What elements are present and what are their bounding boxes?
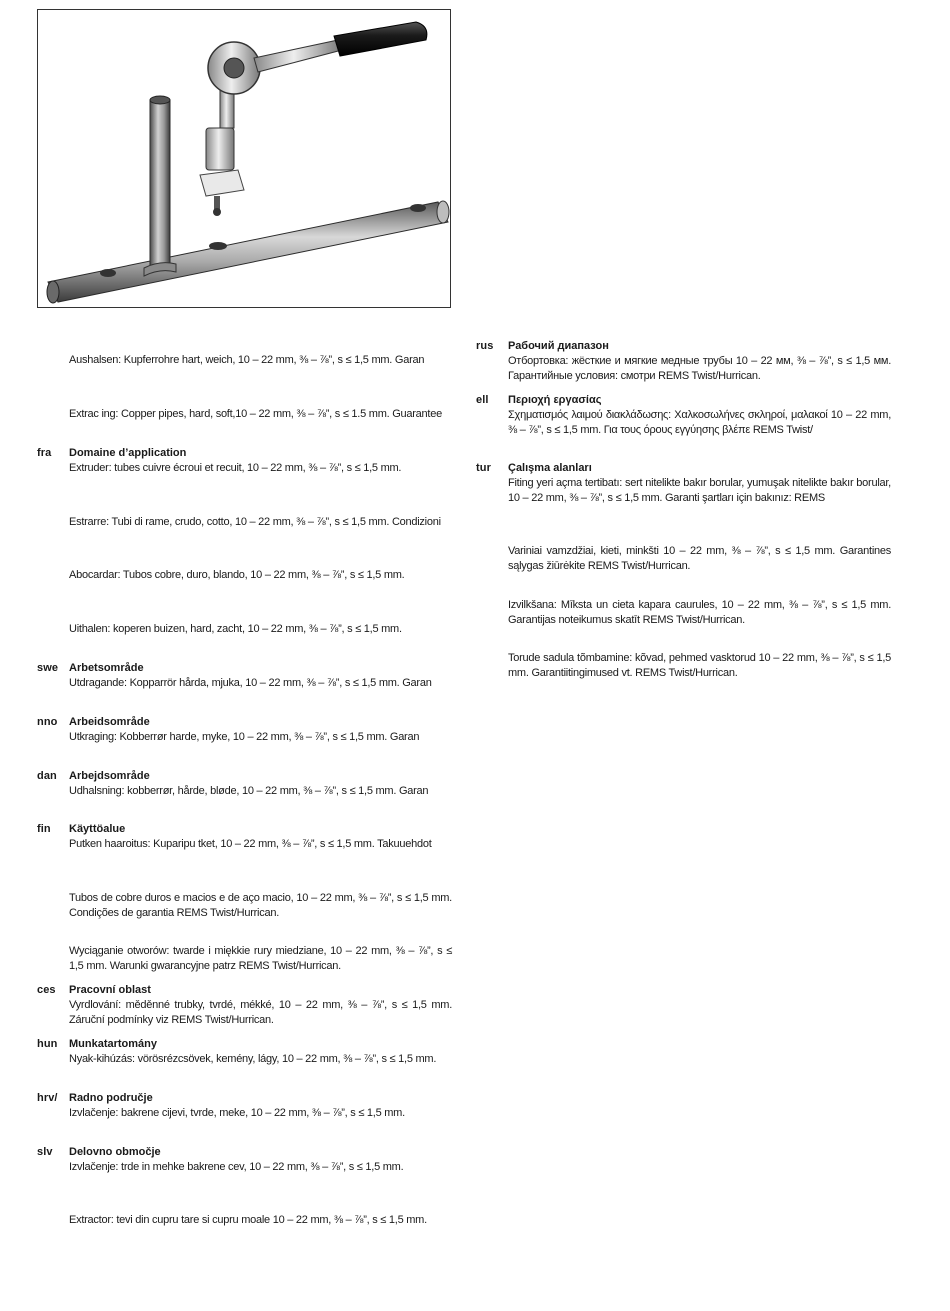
product-photo <box>37 9 451 308</box>
entry-text: Izvlačenje: trde in mehke bakrene cev, 10 – 22 mm, ⅜ – ⅞”, s ≤ 1,5 mm. <box>69 1161 404 1173</box>
language-code: fin <box>37 823 51 835</box>
entry-fin <box>37 822 452 852</box>
entry-text: Utkraging: Kobberrør harde, myke, 10 – 22 mm, ⅜ – ⅞”, s ≤ 1,5 mm. Garan <box>69 731 420 743</box>
entry-text: Vyrdlování: měděnné trubky, tvrdé, mékké, 10 – 22 mm, ⅜ – ⅞”, s ≤ 1,5 mm. Záruční podmínky viz REMS Twist/Hurrican. <box>69 999 452 1026</box>
entry-heading: Arbetsområde <box>69 662 144 674</box>
entry-por <box>37 891 452 921</box>
entry-dan <box>37 769 452 799</box>
entry-fra <box>37 446 452 476</box>
entry-heading: Radno područje <box>69 1092 153 1104</box>
entry-text: Izvilkšana: Mīksta un cieta kapara caurules, 10 – 22 mm, ⅜ – ⅞”, s ≤ 1,5 mm. Garantijas noteikumus skatīt REMS Twist/Hurrican. <box>508 599 891 626</box>
entry-text: Extractor: tevi din cupru tare si cupru moale 10 – 22 mm, ⅜ – ⅞”, s ≤ 1,5 mm. <box>69 1214 427 1226</box>
extractor-tool-icon <box>200 22 427 216</box>
entry-text: Uithalen: koperen buizen, hard, zacht, 10 – 22 mm, ⅜ – ⅞”, s ≤ 1,5 mm. <box>69 623 402 635</box>
entry-deu <box>37 353 452 368</box>
entry-text: Aushalsen: Kupferrohre hart, weich, 10 – 22 mm, ⅜ – ⅞”, s ≤ 1,5 mm. Garan <box>69 354 425 366</box>
entry-text: Extruder: tubes cuivre écroui et recuit, 10 – 22 mm, ⅜ – ⅞”, s ≤ 1,5 mm. <box>69 462 402 474</box>
entry-hrv <box>37 1091 452 1121</box>
entry-text: Nyak-kihúzás: vörösrézcsövek, kemény, lágy, 10 – 22 mm, ⅜ – ⅞”, s ≤ 1,5 mm. <box>69 1053 437 1065</box>
entry-text: Extrac ing: Copper pipes, hard, soft,10 – 22 mm, ⅜ – ⅞”, s ≤ 1.5 mm. Guarantee <box>69 408 442 420</box>
language-code: rus <box>476 340 494 352</box>
entry-lav <box>476 598 891 628</box>
language-code: ell <box>476 394 489 406</box>
entry-heading: Käyttöalue <box>69 823 126 835</box>
entry-heading: Çalışma alanları <box>508 462 592 474</box>
entry-pol <box>37 944 452 974</box>
entry-ron <box>37 1213 452 1228</box>
entry-text: Abocardar: Tubos cobre, duro, blando, 10 – 22 mm, ⅜ – ⅞”, s ≤ 1,5 mm. <box>69 569 405 581</box>
ratchet-wrench-icon <box>38 10 450 307</box>
entry-nno <box>37 715 452 745</box>
entry-tur <box>476 461 891 506</box>
entry-text: Wyciąganie otworów: twarde i miękkie rury miedziane, 10 – 22 mm, ⅜ – ⅞”, s ≤ 1,5 mm. Warunki gwarancyjne patrz REMS Twist/Hurrican. <box>69 945 452 972</box>
language-code: hrv/ <box>37 1092 58 1104</box>
entry-heading: Domaine d’application <box>69 447 187 459</box>
entry-rus <box>476 339 891 384</box>
entry-text: Отбортовка: жёсткие и мягкие медные трубы 10 – 22 мм, ⅜ – ⅞”, s ≤ 1,5 мм. Гарантийные условия: смотри REMS Twist/Hurrican. <box>508 355 891 382</box>
entry-heading: Pracovní oblast <box>69 984 151 996</box>
entry-text: Estrarre: Tubi di rame, crudo, cotto, 10 – 22 mm, ⅜ – ⅞”, s ≤ 1,5 mm. Condizioni <box>69 516 441 528</box>
entry-text: Izvlačenje: bakrene cijevi, tvrde, meke, 10 – 22 mm, ⅜ – ⅞”, s ≤ 1,5 mm. <box>69 1107 405 1119</box>
entry-est <box>476 651 891 681</box>
entry-ces <box>37 983 452 1028</box>
entry-text: Putken haaroitus: Kuparipu tket, 10 – 22 mm, ⅜ – ⅞”, s ≤ 1,5 mm. Takuuehdot <box>69 838 432 850</box>
copper-pipe-icon <box>47 96 449 303</box>
entry-ita <box>37 515 452 530</box>
entry-text: Udhalsning: kobberrør, hårde, bløde, 10 – 22 mm, ⅜ – ⅞”, s ≤ 1,5 mm. Garan <box>69 785 429 797</box>
entry-slv <box>37 1145 452 1175</box>
entry-text: Fiting yeri açma tertibatı: sert nitelikte bakır borular, yumuşak nitelikte bakır borular, 10 – 22 mm, ⅜ – ⅞”, s ≤ 1,5 mm. Garanti şartları için bakınız: REMS <box>508 477 891 504</box>
entry-heading: Delovno območje <box>69 1146 161 1158</box>
language-code: tur <box>476 462 491 474</box>
entry-text: Variniai vamzdžiai, kieti, minkšti 10 – 22 mm, ⅜ – ⅞”, s ≤ 1,5 mm. Garantines sąlygas žiūrėkite REMS Twist/Hurrican. <box>508 545 891 572</box>
entry-ell <box>476 393 891 438</box>
entry-swe <box>37 661 452 691</box>
entry-heading: Arbejdsområde <box>69 770 150 782</box>
entry-heading: Arbeidsområde <box>69 716 150 728</box>
entry-text: Utdragande: Kopparrör hårda, mjuka, 10 – 22 mm, ⅜ – ⅞”, s ≤ 1,5 mm. Garan <box>69 677 432 689</box>
language-code: ces <box>37 984 56 996</box>
entry-spa <box>37 568 452 583</box>
entry-heading: Munkatartomány <box>69 1038 158 1050</box>
entry-heading: Περιοχή εργασίας <box>508 394 602 406</box>
entry-lit <box>476 544 891 574</box>
language-code: fra <box>37 447 52 459</box>
entry-hun <box>37 1037 452 1067</box>
entry-nld <box>37 622 452 637</box>
entry-text: Tubos de cobre duros e macios e de aço macio, 10 – 22 mm, ⅜ – ⅞”, s ≤ 1,5 mm. Condições de garantia REMS Twist/Hurrican. <box>69 892 452 919</box>
language-code: swe <box>37 662 59 674</box>
entry-text: Σχηματισμός λαιμού διακλάδωσης: Χαλκοσωλήνες σκληροί, μαλακοί 10 – 22 mm, ⅜ – ⅞”, s ≤ 1,5 mm. Για τους όρους εγγύησης βλέπε REMS Twist/ <box>508 409 891 436</box>
language-code: hun <box>37 1038 58 1050</box>
language-code: slv <box>37 1146 53 1158</box>
entry-heading: Рабочий диапазон <box>508 340 609 352</box>
entry-eng <box>37 407 452 422</box>
entry-text: Torude sadula tõmbamine: kõvad, pehmed vasktorud 10 – 22 mm, ⅜ – ⅞”, s ≤ 1,5 mm. Garantiitingimused vt. REMS Twist/Hurrican. <box>508 652 891 679</box>
language-code: dan <box>37 770 57 782</box>
language-code: nno <box>37 716 58 728</box>
